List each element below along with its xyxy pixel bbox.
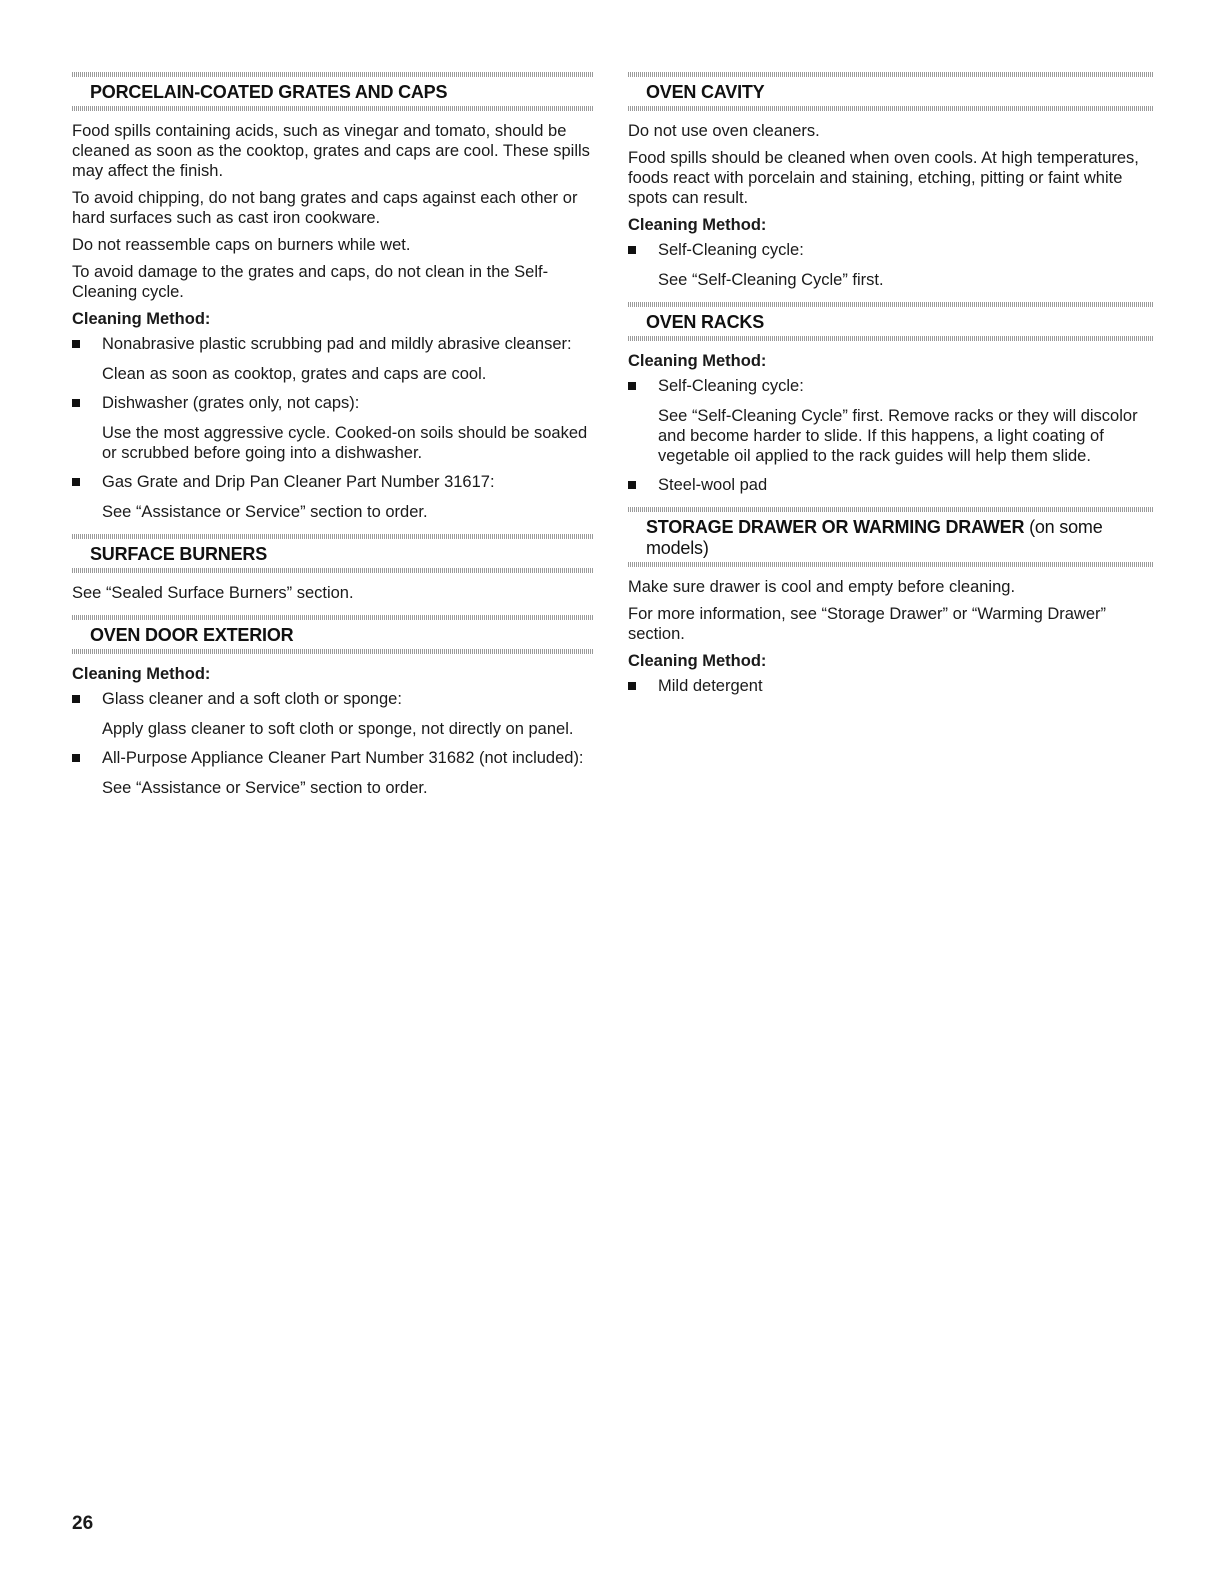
section-header: [628, 507, 1153, 567]
section-title: OVEN CAVITY: [646, 82, 765, 102]
item-detail: See “Self-Cleaning Cycle” first. Remove racks or they will discolor and become harder to slide. If this happens, a light coating of vegetable oil applied to the rack guides will help them slide.: [658, 407, 1138, 465]
item-label: Glass cleaner and a soft cloth or sponge:: [102, 690, 402, 708]
method-list: [628, 376, 1153, 495]
section-surface-burners: [72, 534, 594, 603]
cleaning-method-label: Cleaning Method:: [628, 352, 767, 370]
header-rule-bottom: [628, 336, 1153, 341]
section-title: OVEN RACKS: [646, 312, 765, 332]
paragraph: To avoid chipping, do not bang grates and caps against each other or hard surfaces such as cast iron cookware.: [72, 189, 578, 227]
paragraph: Do not reassemble caps on burners while wet.: [72, 236, 411, 254]
list-item: [72, 689, 594, 739]
header-rule-bottom: [628, 106, 1153, 111]
section-title: OVEN DOOR EXTERIOR: [90, 625, 294, 645]
page-number: 26: [72, 1513, 94, 1534]
item-detail: See “Self-Cleaning Cycle” first.: [658, 271, 884, 289]
paragraph: Food spills should be cleaned when oven cools. At high temperatures, foods react with porcelain and staining, etching, pitting or faint white spots can result.: [628, 149, 1139, 207]
item-detail: See “Assistance or Service” section to order.: [102, 779, 428, 797]
cleaning-method-label: Cleaning Method:: [72, 665, 211, 683]
header-rule-bottom: [72, 106, 594, 111]
square-bullet-icon: [628, 481, 636, 489]
square-bullet-icon: [72, 340, 80, 348]
item-label: All-Purpose Appliance Cleaner Part Number 31682 (not included):: [102, 749, 584, 767]
section-title-note: (on some models): [646, 517, 1103, 558]
paragraph: See “Sealed Surface Burners” section.: [72, 584, 354, 602]
section-oven-door-exterior: [72, 615, 594, 798]
square-bullet-icon: [72, 478, 80, 486]
header-rule-top: [72, 534, 594, 539]
item-label: Dishwasher (grates only, not caps):: [102, 394, 360, 412]
square-bullet-icon: [72, 695, 80, 703]
section-title: [646, 517, 1153, 559]
list-item: [628, 475, 1153, 495]
section-header: [72, 534, 594, 573]
header-rule-top: [628, 72, 1153, 77]
list-item: [628, 676, 1153, 696]
section-header: [72, 615, 594, 654]
header-rule-bottom: [628, 562, 1153, 567]
section-oven-racks: [628, 302, 1153, 495]
square-bullet-icon: [628, 682, 636, 690]
method-list: [72, 689, 594, 798]
item-detail: Clean as soon as cooktop, grates and caps are cool.: [102, 365, 487, 383]
header-rule-top: [72, 72, 594, 77]
cleaning-method-label: Cleaning Method:: [72, 310, 211, 328]
item-label: Gas Grate and Drip Pan Cleaner Part Number 31617:: [102, 473, 495, 491]
section-header: [628, 72, 1153, 111]
list-item: [628, 376, 1153, 466]
section-storage-drawer: [628, 507, 1153, 696]
paragraph: To avoid damage to the grates and caps, do not clean in the Self-Cleaning cycle.: [72, 263, 549, 301]
item-label: Self-Cleaning cycle:: [658, 377, 804, 395]
section-title: PORCELAIN-COATED GRATES AND CAPS: [90, 82, 448, 102]
paragraph: For more information, see “Storage Drawer” or “Warming Drawer” section.: [628, 605, 1107, 643]
item-label: Steel-wool pad: [658, 476, 768, 494]
method-list: [628, 240, 1153, 290]
list-item: [628, 240, 1153, 290]
item-detail: See “Assistance or Service” section to order.: [102, 503, 428, 521]
section-title-bold: STORAGE DRAWER OR WARMING DRAWER: [646, 517, 1025, 537]
item-label: Mild detergent: [658, 677, 763, 695]
list-item: [72, 472, 594, 522]
cleaning-method-label: Cleaning Method:: [628, 652, 767, 670]
cleaning-method-label: Cleaning Method:: [628, 216, 767, 234]
right-column: [628, 72, 1153, 708]
header-rule-top: [628, 507, 1153, 512]
method-list: [628, 676, 1153, 696]
list-item: [72, 393, 594, 463]
list-item: [72, 334, 594, 384]
method-list: [72, 334, 594, 522]
section-oven-cavity: [628, 72, 1153, 290]
header-rule-top: [628, 302, 1153, 307]
header-rule-top: [72, 615, 594, 620]
list-item: [72, 748, 594, 798]
square-bullet-icon: [72, 754, 80, 762]
paragraph: Make sure drawer is cool and empty before cleaning.: [628, 578, 1016, 596]
section-porcelain-grates: [72, 72, 594, 522]
item-label: Nonabrasive plastic scrubbing pad and mildly abrasive cleanser:: [102, 335, 572, 353]
item-detail: Use the most aggressive cycle. Cooked-on soils should be soaked or scrubbed before going into a dishwasher.: [102, 424, 588, 462]
left-column: [72, 72, 594, 810]
square-bullet-icon: [72, 399, 80, 407]
item-label: Self-Cleaning cycle:: [658, 241, 804, 259]
square-bullet-icon: [628, 382, 636, 390]
header-rule-bottom: [72, 649, 594, 654]
section-title: SURFACE BURNERS: [90, 544, 268, 564]
section-header: [72, 72, 594, 111]
item-detail: Apply glass cleaner to soft cloth or sponge, not directly on panel.: [102, 720, 574, 738]
square-bullet-icon: [628, 246, 636, 254]
paragraph: Do not use oven cleaners.: [628, 122, 820, 140]
header-rule-bottom: [72, 568, 594, 573]
section-header: [628, 302, 1153, 341]
paragraph: Food spills containing acids, such as vinegar and tomato, should be cleaned as soon as the cooktop, grates and caps are cool. These spills may affect the finish.: [72, 122, 590, 180]
